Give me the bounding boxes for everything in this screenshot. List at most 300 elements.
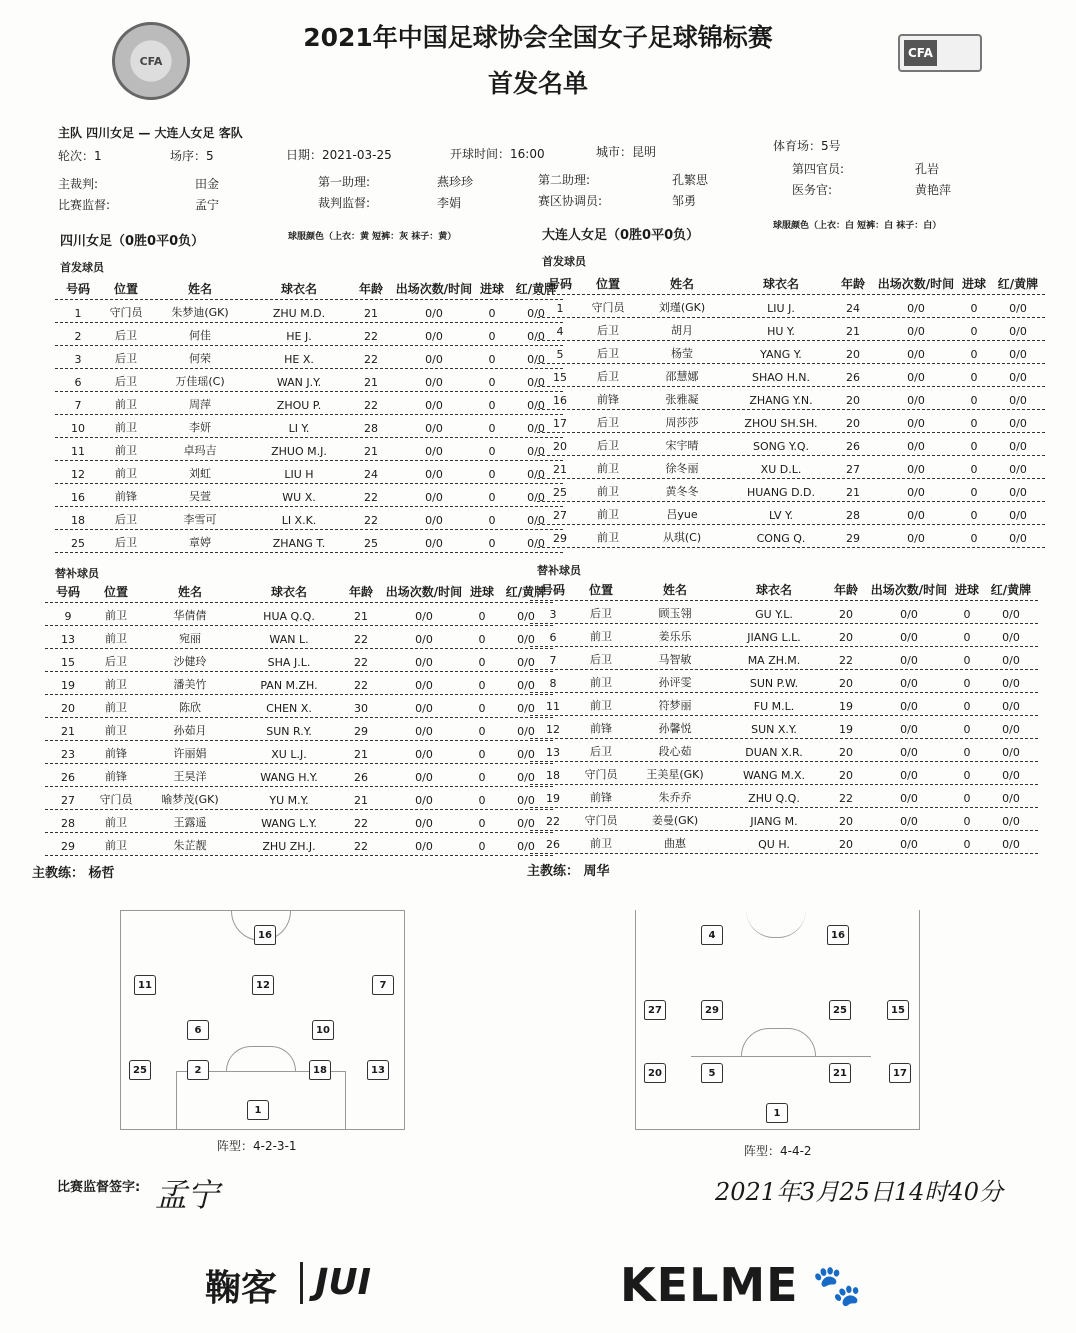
player-cell: 0/0 xyxy=(907,325,925,338)
column-header: 红/黄牌 xyxy=(505,585,547,599)
player-cell: 吴萱 xyxy=(189,490,211,503)
player-cell: 0/0 xyxy=(1002,654,1020,667)
player-cell: 0/0 xyxy=(527,376,545,389)
player-cell: 0 xyxy=(478,702,486,715)
official-label: 赛区协调员: xyxy=(538,194,603,208)
player-cell: 0/0 xyxy=(415,771,433,784)
player-cell: 卓玛吉 xyxy=(183,444,217,457)
column-header: 出场次数/时间 xyxy=(877,277,955,291)
player-cell: 6 xyxy=(549,631,557,644)
player-cell: 前卫 xyxy=(105,839,127,852)
player-row xyxy=(55,530,563,553)
player-row xyxy=(530,647,1038,670)
player-row xyxy=(55,415,563,438)
player-cell: 王美星(GK) xyxy=(646,768,704,781)
player-cell: 0/0 xyxy=(527,445,545,458)
player-cell: 守门员 xyxy=(591,301,625,314)
player-cell: 0/0 xyxy=(907,394,925,407)
player-cell: 0/0 xyxy=(415,633,433,646)
player-cell: 0 xyxy=(963,769,971,782)
player-cell: 黄冬冬 xyxy=(665,485,699,498)
sponsor-kelme: KELME xyxy=(620,1258,799,1312)
kelme-paw-icon: 🐾 xyxy=(812,1263,862,1309)
player-cell: 前卫 xyxy=(105,701,127,714)
player-cell: 0/0 xyxy=(1002,608,1020,621)
player-cell: 前卫 xyxy=(105,816,127,829)
player-cell: 0 xyxy=(478,840,486,853)
player-row xyxy=(45,787,553,810)
player-cell: 0/0 xyxy=(517,702,535,715)
player-cell: 0/0 xyxy=(415,794,433,807)
player-cell: 0 xyxy=(488,514,496,527)
signature-label: 比赛监督签字: xyxy=(57,1180,141,1195)
player-cell: 26 xyxy=(846,440,860,453)
player-row xyxy=(530,716,1038,739)
official-label: 比赛监督: xyxy=(58,198,111,212)
player-cell: 后卫 xyxy=(105,655,127,668)
player-cell: 19 xyxy=(61,679,75,692)
player-cell: 0/0 xyxy=(907,486,925,499)
player-cell: 22 xyxy=(839,792,853,805)
player-cell: 22 xyxy=(354,656,368,669)
signed-time: 2021年3月25日14时40分 xyxy=(715,1178,1003,1206)
player-cell: 0 xyxy=(478,817,486,830)
player-cell: HUANG D.D. xyxy=(746,486,816,499)
home-kit-colors: 球服颜色（上衣：黄 短裤：灰 袜子：黄） xyxy=(288,232,457,242)
player-cell: 吕yue xyxy=(666,508,698,521)
player-cell: ZHANG T. xyxy=(272,537,326,550)
official-label: 第四官员: xyxy=(792,162,845,176)
player-cell: 李妍 xyxy=(189,421,211,434)
player-cell: 13 xyxy=(61,633,75,646)
player-cell: 26 xyxy=(846,371,860,384)
away-team-record: 大连人女足（0胜0平0负） xyxy=(542,228,700,243)
player-cell: 0/0 xyxy=(415,817,433,830)
player-cell: WAN J.Y. xyxy=(276,376,322,389)
player-cell: 21 xyxy=(846,325,860,338)
player-cell: 杨莹 xyxy=(671,347,693,360)
player-cell: 0/0 xyxy=(517,840,535,853)
player-cell: 0 xyxy=(488,376,496,389)
jersey-icon: 1 xyxy=(766,1103,788,1123)
player-row xyxy=(45,718,553,741)
player-cell: 0/0 xyxy=(527,307,545,320)
player-cell: 0/0 xyxy=(907,532,925,545)
player-cell: 0 xyxy=(970,394,978,407)
player-cell: 姜乐乐 xyxy=(658,630,692,643)
player-cell: 0/0 xyxy=(1002,677,1020,690)
player-cell: 喻梦茂(GK) xyxy=(161,793,219,806)
player-cell: 0/0 xyxy=(517,610,535,623)
player-cell: 0/0 xyxy=(1009,509,1027,522)
player-cell: 28 xyxy=(61,817,75,830)
jersey-icon: 6 xyxy=(187,1020,209,1040)
column-header: 号码 xyxy=(547,277,572,291)
jersey-icon: 15 xyxy=(887,1000,909,1020)
official-label: 第二助理: xyxy=(538,173,591,187)
player-cell: 0/0 xyxy=(425,537,443,550)
player-cell: 27 xyxy=(553,509,567,522)
column-header: 号码 xyxy=(55,585,80,599)
player-cell: 0/0 xyxy=(425,307,443,320)
player-cell: 20 xyxy=(839,838,853,851)
sponsor-juke: 鞠客 xyxy=(205,1268,278,1309)
player-cell: 0 xyxy=(963,723,971,736)
jersey-icon: 21 xyxy=(829,1063,851,1083)
player-cell: 26 xyxy=(61,771,75,784)
player-cell: 8 xyxy=(549,677,557,690)
column-header: 位置 xyxy=(588,583,613,597)
player-cell: 0/0 xyxy=(900,838,918,851)
player-cell: 0/0 xyxy=(900,746,918,759)
player-cell: 0/0 xyxy=(517,633,535,646)
player-cell: HE X. xyxy=(284,353,314,366)
table-header xyxy=(537,272,1045,295)
player-cell: DUAN X.R. xyxy=(745,746,803,759)
player-cell: 28 xyxy=(846,509,860,522)
player-row xyxy=(530,785,1038,808)
player-cell: 0/0 xyxy=(1002,746,1020,759)
player-row xyxy=(45,649,553,672)
player-cell: 前卫 xyxy=(115,398,137,411)
player-cell: 0/0 xyxy=(1009,532,1027,545)
player-cell: 0 xyxy=(478,748,486,761)
player-row xyxy=(55,461,563,484)
player-cell: 3 xyxy=(74,353,82,366)
player-cell: 0/0 xyxy=(527,422,545,435)
player-cell: LIU H xyxy=(284,468,314,481)
player-cell: 前锋 xyxy=(115,490,137,503)
player-cell: 孙馨悦 xyxy=(658,722,692,735)
player-cell: 华倩倩 xyxy=(173,609,207,622)
player-cell: 15 xyxy=(553,371,567,384)
player-cell: 15 xyxy=(61,656,75,669)
official-label: 第一助理: xyxy=(318,175,371,189)
player-cell: 25 xyxy=(71,537,85,550)
player-cell: 0/0 xyxy=(425,468,443,481)
column-header: 年龄 xyxy=(833,583,858,597)
player-cell: 前锋 xyxy=(105,770,127,783)
player-cell: 后卫 xyxy=(597,370,619,383)
player-cell: 后卫 xyxy=(590,745,612,758)
player-cell: LIU J. xyxy=(767,302,795,315)
player-cell: 0 xyxy=(478,771,486,784)
player-cell: 马智敏 xyxy=(658,653,692,666)
player-cell: 朱芷靓 xyxy=(173,839,207,852)
player-cell: 2 xyxy=(74,330,82,343)
jersey-icon: 16 xyxy=(254,925,276,945)
player-cell: CONG Q. xyxy=(756,532,806,545)
player-row xyxy=(530,601,1038,624)
player-row xyxy=(537,410,1045,433)
player-cell: SONG Y.Q. xyxy=(752,440,810,453)
player-row xyxy=(55,346,563,369)
player-row xyxy=(537,341,1045,364)
player-cell: 0/0 xyxy=(425,376,443,389)
player-cell: 守门员 xyxy=(109,306,143,319)
player-cell: 0/0 xyxy=(1009,486,1027,499)
jersey-icon: 27 xyxy=(644,1000,666,1020)
player-cell: 27 xyxy=(61,794,75,807)
player-cell: 前卫 xyxy=(597,485,619,498)
column-header: 球衣名 xyxy=(762,277,799,291)
player-cell: JIANG L.L. xyxy=(747,631,801,644)
player-cell: 21 xyxy=(61,725,75,738)
player-cell: JIANG M. xyxy=(750,815,798,828)
player-cell: 29 xyxy=(354,725,368,738)
jersey-icon: 25 xyxy=(829,1000,851,1020)
player-row xyxy=(55,300,563,323)
player-cell: 0/0 xyxy=(900,654,918,667)
player-cell: GU Y.L. xyxy=(755,608,793,621)
player-cell: 20 xyxy=(846,348,860,361)
kickoff-time: 开球时间：16:00 xyxy=(450,147,545,161)
player-cell: ZHANG Y.N. xyxy=(749,394,813,407)
player-row xyxy=(45,672,553,695)
player-cell: 0/0 xyxy=(900,700,918,713)
player-cell: 何佳 xyxy=(189,329,211,342)
player-cell: 张雅凝 xyxy=(665,393,699,406)
away-starters-table xyxy=(537,272,1045,548)
player-cell: 0/0 xyxy=(907,417,925,430)
player-cell: 守门员 xyxy=(99,793,133,806)
player-row xyxy=(45,626,553,649)
player-cell: 0 xyxy=(488,445,496,458)
column-header: 进球 xyxy=(961,277,986,291)
jersey-icon: 17 xyxy=(889,1063,911,1083)
player-cell: 20 xyxy=(839,608,853,621)
player-cell: 前卫 xyxy=(105,609,127,622)
player-cell: 前锋 xyxy=(590,722,612,735)
player-row xyxy=(537,479,1045,502)
home-starters-table xyxy=(55,277,563,553)
player-row xyxy=(55,392,563,415)
player-cell: 刘瑾(GK) xyxy=(658,301,706,314)
player-row xyxy=(537,525,1045,548)
player-cell: 0 xyxy=(488,330,496,343)
player-cell: PAN M.ZH. xyxy=(260,679,318,692)
player-cell: 0/0 xyxy=(907,440,925,453)
player-cell: 宛丽 xyxy=(179,632,201,645)
player-cell: 19 xyxy=(839,700,853,713)
player-cell: 0 xyxy=(970,509,978,522)
player-cell: 26 xyxy=(546,838,560,851)
player-cell: 22 xyxy=(839,654,853,667)
away-subs-label: 替补球员 xyxy=(537,564,581,577)
jersey-icon: 12 xyxy=(252,975,274,995)
player-cell: 21 xyxy=(354,794,368,807)
player-cell: 0/0 xyxy=(1009,394,1027,407)
player-cell: 0/0 xyxy=(517,748,535,761)
player-cell: 29 xyxy=(553,532,567,545)
table-header xyxy=(530,578,1038,601)
player-cell: LV Y. xyxy=(769,509,793,522)
player-cell: 0 xyxy=(488,399,496,412)
player-cell: 0/0 xyxy=(907,371,925,384)
home-coach: 主教练： 杨哲 xyxy=(32,866,115,881)
player-cell: 后卫 xyxy=(115,375,137,388)
player-cell: 周莎莎 xyxy=(665,416,699,429)
table-header xyxy=(45,580,553,603)
player-cell: 前卫 xyxy=(590,837,612,850)
player-cell: ZHU M.D. xyxy=(272,307,326,320)
player-cell: 徐冬丽 xyxy=(665,462,699,475)
away-starters-label: 首发球员 xyxy=(542,255,586,268)
column-header: 红/黄牌 xyxy=(515,282,557,296)
player-cell: 22 xyxy=(354,840,368,853)
player-cell: 0 xyxy=(478,679,486,692)
player-cell: 前卫 xyxy=(597,462,619,475)
column-header: 号码 xyxy=(540,583,565,597)
player-row xyxy=(45,810,553,833)
official-label: 主裁判: xyxy=(58,177,99,191)
player-cell: 22 xyxy=(354,679,368,692)
player-cell: 0 xyxy=(970,302,978,315)
jersey-icon: 7 xyxy=(372,975,394,995)
player-cell: 0/0 xyxy=(1009,302,1027,315)
player-cell: 章婷 xyxy=(189,536,211,549)
player-cell: 0/0 xyxy=(425,445,443,458)
jersey-icon: 11 xyxy=(134,975,156,995)
player-cell: 王昊洋 xyxy=(173,770,207,783)
player-cell: 刘虹 xyxy=(189,467,211,480)
player-cell: 李雪可 xyxy=(183,513,217,526)
player-cell: 后卫 xyxy=(597,416,619,429)
player-cell: 0 xyxy=(970,417,978,430)
player-cell: 0/0 xyxy=(425,422,443,435)
player-cell: ZHOU P. xyxy=(276,399,322,412)
cfa-seal-logo: CFA xyxy=(112,22,190,100)
column-header: 位置 xyxy=(103,585,128,599)
column-header: 进球 xyxy=(954,583,979,597)
player-cell: XU D.L. xyxy=(760,463,802,476)
player-cell: 前卫 xyxy=(597,508,619,521)
player-cell: 0 xyxy=(963,677,971,690)
player-cell: 0/0 xyxy=(527,399,545,412)
player-cell: 0/0 xyxy=(517,679,535,692)
player-cell: 0/0 xyxy=(907,509,925,522)
player-cell: 22 xyxy=(364,514,378,527)
player-cell: 22 xyxy=(364,491,378,504)
column-header: 球衣名 xyxy=(280,282,317,296)
column-header: 姓名 xyxy=(669,277,694,291)
player-cell: 0 xyxy=(488,307,496,320)
official-name: 邹勇 xyxy=(672,194,697,208)
jersey-icon: 10 xyxy=(312,1020,334,1040)
player-cell: XU L.J. xyxy=(271,748,307,761)
player-cell: SUN X.Y. xyxy=(751,723,797,736)
player-cell: 20 xyxy=(839,677,853,690)
player-cell: FU M.L. xyxy=(753,700,795,713)
player-cell: 宋宇晴 xyxy=(665,439,699,452)
player-cell: 前卫 xyxy=(115,444,137,457)
player-cell: 0/0 xyxy=(415,656,433,669)
player-cell: 0/0 xyxy=(517,656,535,669)
player-cell: 沙健玲 xyxy=(173,655,207,668)
player-cell: 22 xyxy=(546,815,560,828)
player-cell: 0/0 xyxy=(907,463,925,476)
official-name: 孔繁思 xyxy=(672,173,709,187)
player-cell: 前锋 xyxy=(105,747,127,760)
jersey-icon: 18 xyxy=(309,1060,331,1080)
player-cell: 0/0 xyxy=(1002,815,1020,828)
player-cell: 符梦丽 xyxy=(658,699,692,712)
player-row xyxy=(55,438,563,461)
player-row xyxy=(537,433,1045,456)
player-row xyxy=(537,318,1045,341)
player-cell: WANG M.X. xyxy=(742,769,806,782)
player-cell: 0 xyxy=(488,537,496,550)
official-name: 黄艳萍 xyxy=(915,183,952,197)
supervisor-signature: 孟宁 xyxy=(155,1176,220,1214)
official-label: 裁判监督: xyxy=(318,196,371,210)
player-cell: HE J. xyxy=(286,330,312,343)
player-cell: 潘美竹 xyxy=(173,678,207,691)
player-row xyxy=(530,670,1038,693)
player-cell: 0 xyxy=(478,656,486,669)
player-cell: WAN L. xyxy=(269,633,309,646)
player-cell: 0/0 xyxy=(1002,792,1020,805)
player-cell: 后卫 xyxy=(115,352,137,365)
player-cell: 0 xyxy=(970,463,978,476)
player-cell: 0/0 xyxy=(1009,325,1027,338)
player-cell: 19 xyxy=(546,792,560,805)
column-header: 出场次数/时间 xyxy=(870,583,948,597)
player-cell: 0 xyxy=(963,792,971,805)
player-cell: 0 xyxy=(488,353,496,366)
city: 城市：昆明 xyxy=(596,145,657,159)
player-row xyxy=(45,833,553,856)
player-cell: LI Y. xyxy=(288,422,310,435)
official-name: 田金 xyxy=(195,177,220,191)
player-cell: 20 xyxy=(839,815,853,828)
player-cell: 25 xyxy=(364,537,378,550)
away-formation-label: 阵型：4-4-2 xyxy=(744,1144,812,1158)
stadium: 体育场：5号 xyxy=(773,139,841,153)
player-row xyxy=(55,484,563,507)
player-cell: 0 xyxy=(478,610,486,623)
player-cell: SHA J.L. xyxy=(267,656,311,669)
jersey-icon: 1 xyxy=(247,1100,269,1120)
player-cell: 0/0 xyxy=(425,330,443,343)
player-cell: 朱梦迪(GK) xyxy=(171,306,229,319)
jersey-icon: 13 xyxy=(367,1060,389,1080)
player-cell: 0 xyxy=(963,608,971,621)
player-cell: 后卫 xyxy=(590,653,612,666)
player-cell: 万佳瑶(C) xyxy=(175,375,225,388)
column-header: 出场次数/时间 xyxy=(385,585,463,599)
jersey-icon: 20 xyxy=(644,1063,666,1083)
player-cell: 0/0 xyxy=(1009,417,1027,430)
player-cell: 20 xyxy=(839,769,853,782)
jersey-icon: 25 xyxy=(129,1060,151,1080)
player-cell: 0 xyxy=(963,700,971,713)
player-cell: 0/0 xyxy=(900,769,918,782)
player-cell: WU X. xyxy=(282,491,316,504)
player-cell: 段心茹 xyxy=(658,745,692,758)
away-subs-table xyxy=(530,578,1038,854)
player-cell: 18 xyxy=(546,769,560,782)
player-cell: 邵慧娜 xyxy=(665,370,699,383)
player-cell: ZHUO M.J. xyxy=(271,445,327,458)
player-cell: 朱乔乔 xyxy=(658,791,692,804)
away-formation-pitch xyxy=(635,910,920,1130)
player-cell: 0 xyxy=(970,325,978,338)
document-subtitle: 首发名单 xyxy=(487,69,588,98)
player-cell: 后卫 xyxy=(115,513,137,526)
player-cell: 0/0 xyxy=(425,491,443,504)
player-cell: 0 xyxy=(488,491,496,504)
